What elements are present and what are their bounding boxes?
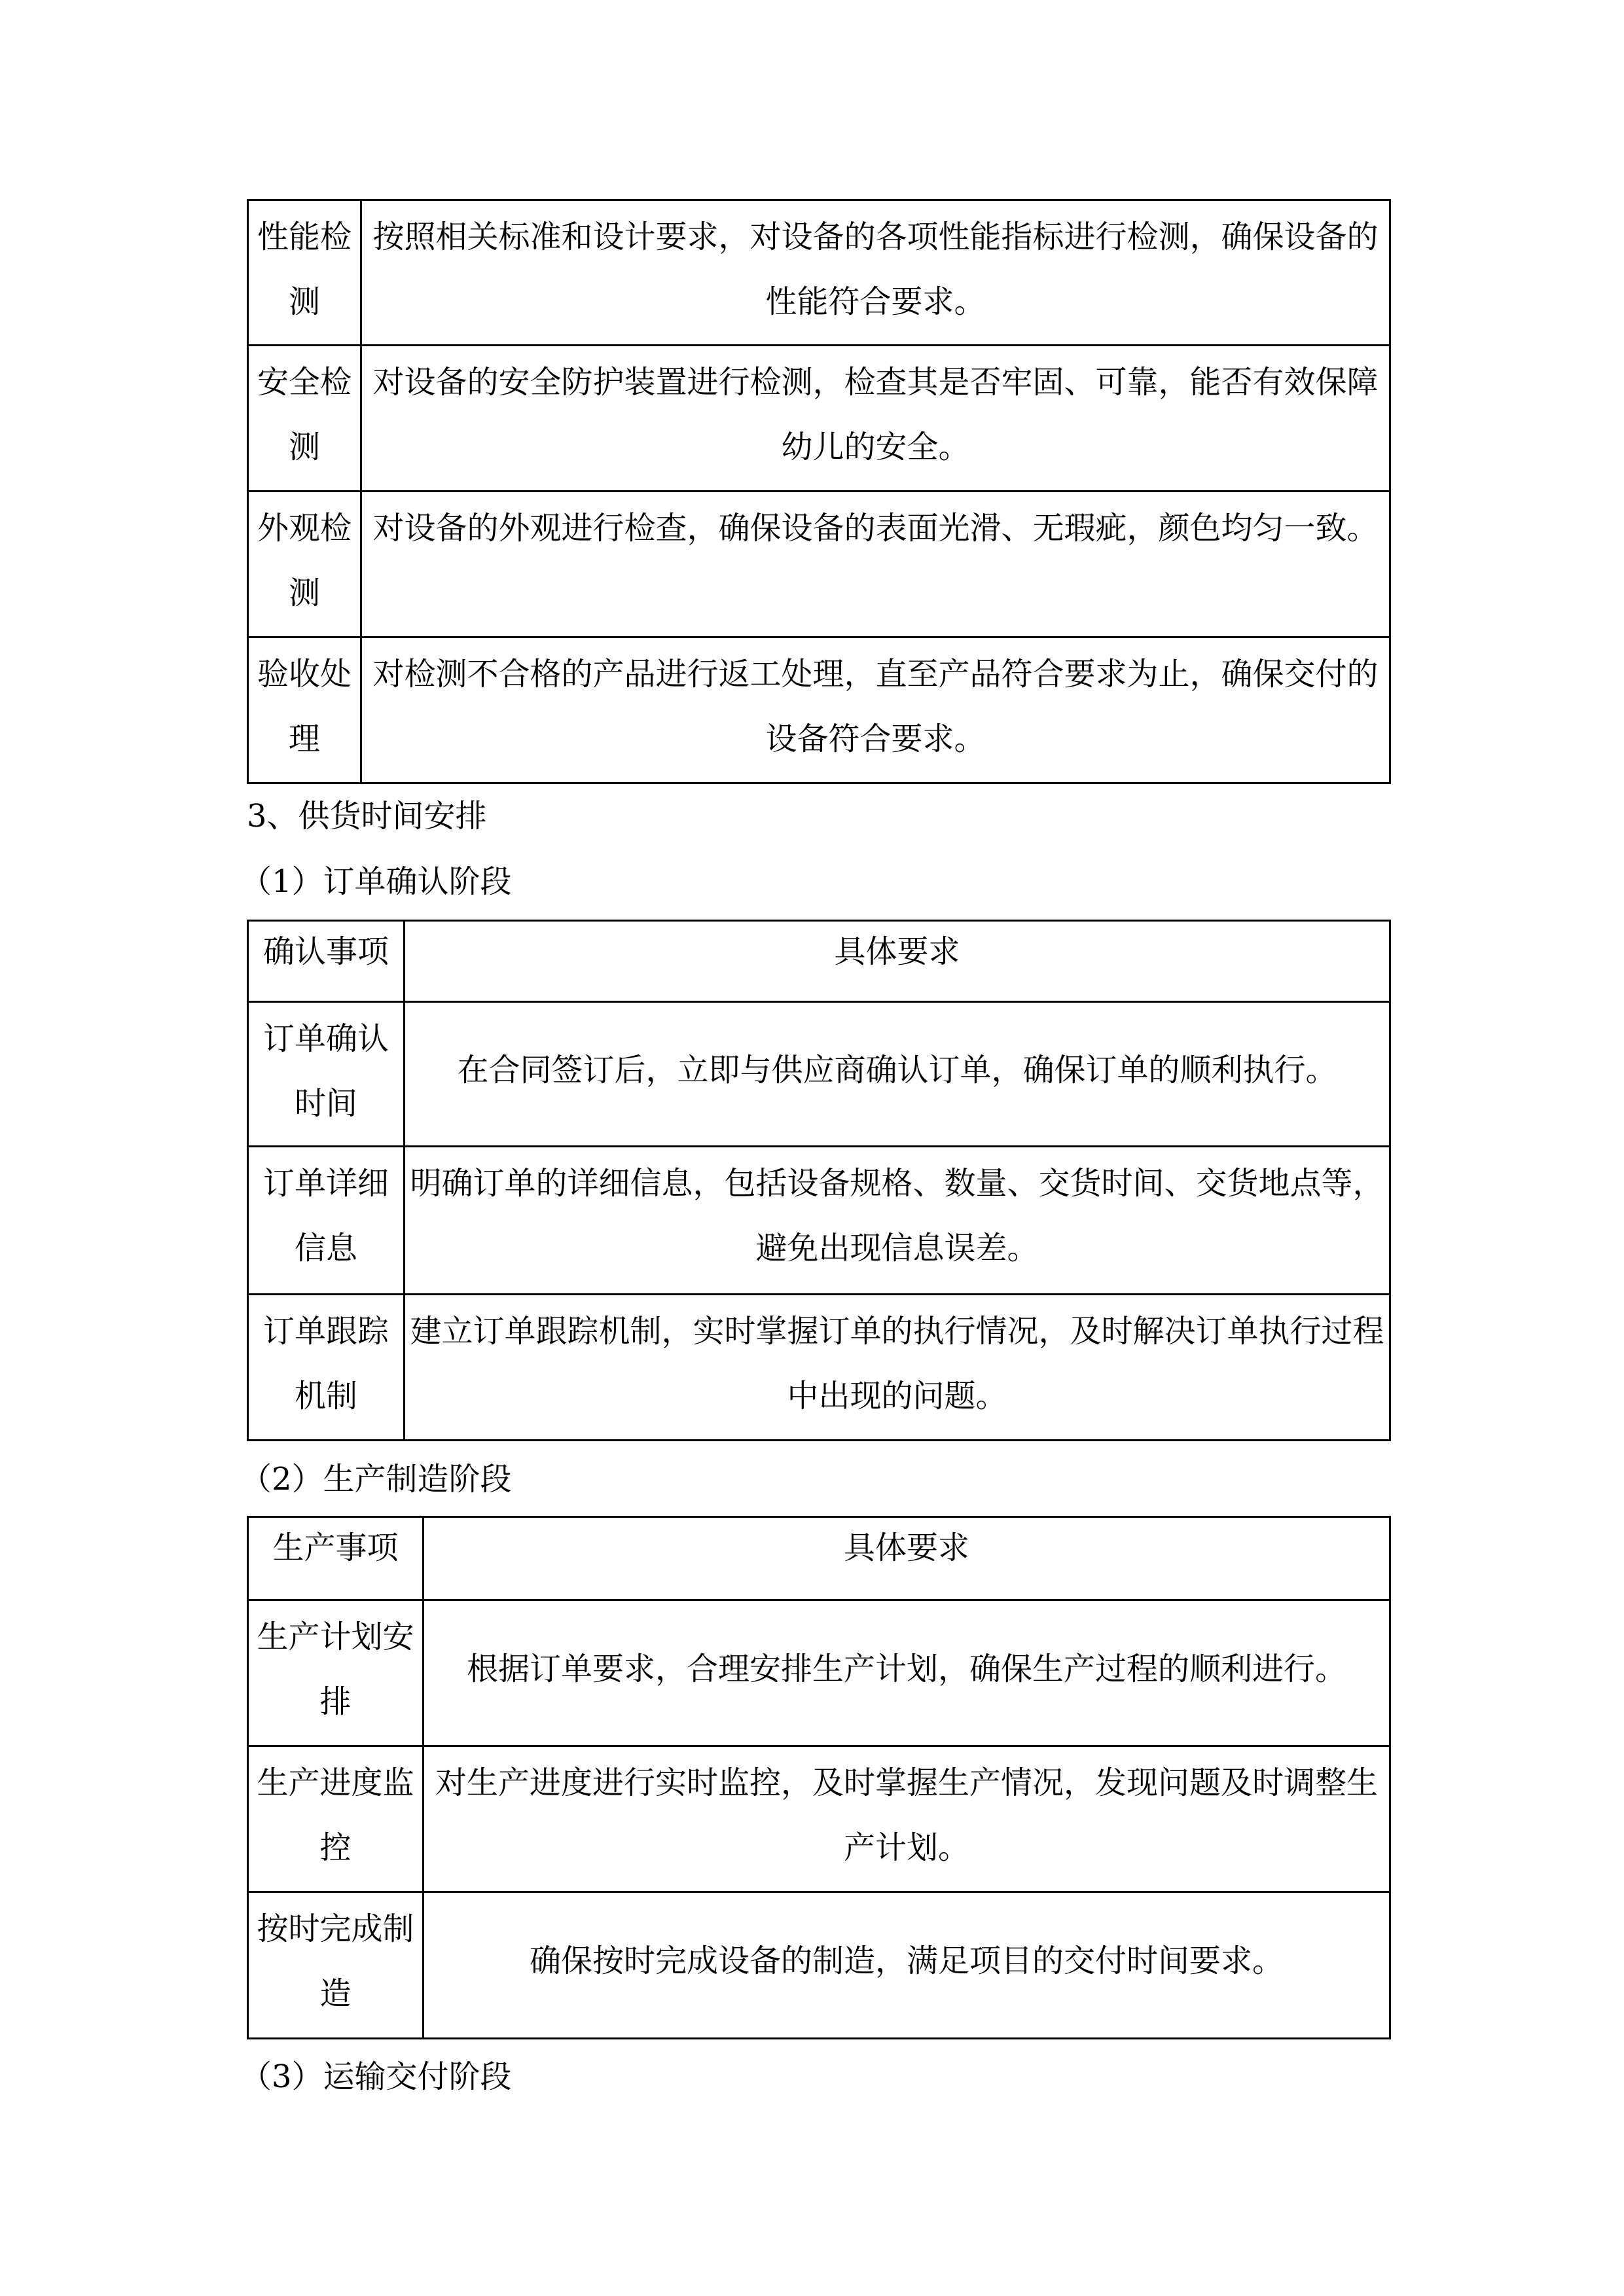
table-row bbox=[248, 1600, 1390, 1746]
detail-cell: 按照相关标准和设计要求，对设备的各项性能指标进行检测，确保设备的性能符合要求。 bbox=[361, 200, 1390, 346]
item-cell: 安全检测 bbox=[248, 346, 361, 492]
item-cell: 外观检测 bbox=[248, 492, 361, 637]
item-cell: 生产进度监控 bbox=[248, 1746, 424, 1892]
item-cell: 性能检测 bbox=[248, 200, 361, 346]
item-cell: 生产计划安排 bbox=[248, 1600, 424, 1746]
detail-cell: 确保按时完成设备的制造，满足项目的交付时间要求。 bbox=[424, 1892, 1390, 2039]
item-cell: 订单详细信息 bbox=[248, 1147, 405, 1295]
detail-cell: 对检测不合格的产品进行返工处理，直至产品符合要求为止，确保交付的设备符合要求。 bbox=[361, 637, 1390, 783]
subsection-heading: （2）生产制造阶段 bbox=[240, 1461, 512, 1498]
inspection-table bbox=[247, 199, 1391, 784]
item-cell: 订单确认时间 bbox=[248, 1002, 405, 1147]
header-cell: 具体要求 bbox=[405, 921, 1390, 1002]
header-cell: 生产事项 bbox=[248, 1517, 424, 1600]
subsection-heading: （1）订单确认阶段 bbox=[240, 863, 512, 900]
table-row bbox=[248, 200, 1390, 346]
table-row bbox=[248, 1746, 1390, 1892]
table-row bbox=[248, 1147, 1390, 1295]
section-heading: 3、供货时间安排 bbox=[247, 798, 487, 834]
table-row bbox=[248, 346, 1390, 492]
item-cell: 验收处理 bbox=[248, 637, 361, 783]
table-row bbox=[248, 1892, 1390, 2039]
header-cell: 确认事项 bbox=[248, 921, 405, 1002]
detail-cell: 对设备的外观进行检查，确保设备的表面光滑、无瑕疵，颜色均匀一致。 bbox=[361, 492, 1390, 637]
detail-cell: 对生产进度进行实时监控，及时掌握生产情况，发现问题及时调整生产计划。 bbox=[424, 1746, 1390, 1892]
table-row bbox=[248, 1002, 1390, 1147]
table-header-row bbox=[248, 921, 1390, 1002]
detail-cell: 在合同签订后，立即与供应商确认订单，确保订单的顺利执行。 bbox=[405, 1002, 1390, 1147]
item-cell: 订单跟踪机制 bbox=[248, 1295, 405, 1441]
detail-cell: 建立订单跟踪机制，实时掌握订单的执行情况，及时解决订单执行过程中出现的问题。 bbox=[405, 1295, 1390, 1441]
table-row bbox=[248, 637, 1390, 783]
table-row bbox=[248, 492, 1390, 637]
header-cell: 具体要求 bbox=[424, 1517, 1390, 1600]
production-stage-table bbox=[247, 1516, 1391, 2039]
order-stage-table bbox=[247, 920, 1391, 1441]
table-header-row bbox=[248, 1517, 1390, 1600]
item-cell: 按时完成制造 bbox=[248, 1892, 424, 2039]
detail-cell: 根据订单要求，合理安排生产计划，确保生产过程的顺利进行。 bbox=[424, 1600, 1390, 1746]
detail-cell: 明确订单的详细信息，包括设备规格、数量、交货时间、交货地点等，避免出现信息误差。 bbox=[405, 1147, 1390, 1295]
detail-cell: 对设备的安全防护装置进行检测，检查其是否牢固、可靠，能否有效保障幼儿的安全。 bbox=[361, 346, 1390, 492]
subsection-heading: （3）运输交付阶段 bbox=[240, 2058, 512, 2095]
table-row bbox=[248, 1295, 1390, 1441]
